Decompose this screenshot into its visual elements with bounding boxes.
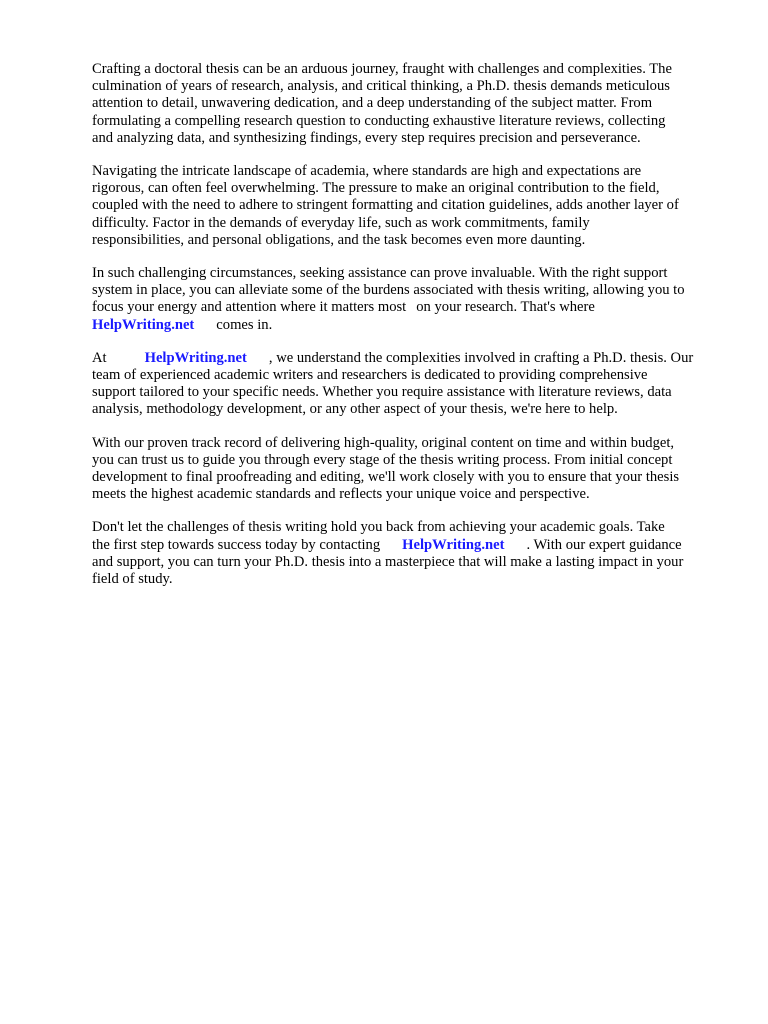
text-line: formulating a compelling research question to conducting exhaustive literature reviews, collecting [92, 112, 666, 129]
text-line: Crafting a doctoral thesis can be an arduous journey, fraught with challenges and complexities. The [92, 61, 672, 77]
paragraph-challenges [92, 163, 722, 249]
text-segment: . With our expert guidance [526, 536, 682, 553]
text-segment: , we understand the complexities involved in crafting a Ph.D. thesis. Our [268, 349, 694, 366]
document-body [92, 61, 722, 604]
text-line: development to final proofreading and editing, we'll work closely with you to ensure that your thesis [92, 469, 680, 486]
paragraph-track-record [92, 435, 722, 504]
text-line: analysis, methodology development, or any other aspect of your thesis, we're here to help. [92, 401, 618, 418]
text-line: difficulty. Factor in the demands of everyday life, such as work commitments, family [92, 214, 590, 231]
text-line: field of study. [92, 571, 173, 588]
text-line: culmination of years of research, analysis, and critical thinking, a Ph.D. thesis demands meticulous [92, 78, 670, 95]
text-line: In such challenging circumstances, seeking assistance can prove invaluable. With the right support [92, 265, 668, 282]
text-line: and analyzing data, and synthesizing findings, every step requires precision and perseverance. [92, 129, 641, 146]
text-line: responsibilities, and personal obligations, and the task becomes even more daunting. [92, 231, 586, 248]
text-line [92, 299, 722, 316]
text-line: With our proven track record of delivering high-quality, original content on time and within budget, [92, 434, 675, 451]
helpwriting-link[interactable]: HelpWriting.net [92, 316, 195, 333]
helpwriting-link[interactable]: HelpWriting.net [144, 349, 247, 366]
text-line: and support, you can turn your Ph.D. thesis into a masterpiece that will make a lasting impact in your [92, 553, 684, 570]
text-line: support tailored to your specific needs. Whether you require assistance with literature reviews, data [92, 384, 672, 401]
text-line: you can trust us to guide you through every stage of the thesis writing process. From initial concept [92, 451, 673, 468]
paragraph-about [92, 350, 722, 419]
text-line: coupled with the need to adhere to stringent formatting and citation guidelines, adds another layer of [92, 197, 679, 214]
text-segment: At [92, 349, 107, 366]
text-line: attention to detail, unwavering dedication, and a deep understanding of the subject matter. From [92, 95, 653, 112]
text-segment: focus your energy and attention where it matters most [92, 299, 407, 316]
text-line [92, 350, 722, 367]
paragraph-intro [92, 61, 722, 147]
paragraph-call-to-action [92, 519, 722, 588]
text-line: system in place, you can alleviate some of the burdens associated with thesis writing, allowing you to [92, 282, 685, 299]
text-segment: comes in. [216, 316, 273, 333]
text-segment: on your research. That's where [416, 299, 595, 316]
text-segment: the first step towards success today by contacting [92, 536, 381, 553]
helpwriting-link[interactable]: HelpWriting.net [402, 536, 505, 553]
text-line: Navigating the intricate landscape of academia, where standards are high and expectations are [92, 163, 642, 180]
text-line: team of experienced academic writers and researchers is dedicated to providing comprehensive [92, 367, 648, 384]
text-line: meets the highest academic standards and reflects your unique voice and perspective. [92, 486, 590, 503]
text-line [92, 317, 722, 334]
text-line: rigorous, can often feel overwhelming. The pressure to make an original contribution to the field, [92, 180, 660, 197]
paragraph-assistance [92, 265, 722, 334]
text-line [92, 537, 722, 554]
text-line: Don't let the challenges of thesis writing hold you back from achieving your academic goals. Take [92, 519, 665, 536]
